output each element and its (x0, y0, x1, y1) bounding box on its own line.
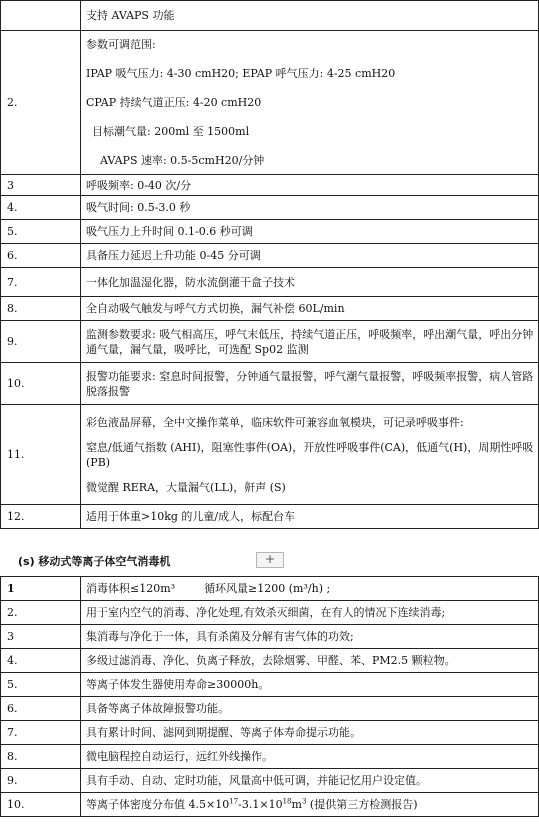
row-text: 参数可调范围: (86, 38, 156, 51)
row-number: 8. (1, 745, 81, 769)
row-number: 6. (1, 697, 81, 721)
row-number: 6. (1, 244, 81, 268)
row-text: 具备等离子体故障报警功能。 (81, 697, 539, 721)
table-row (1, 649, 539, 673)
row-text: 报警功能要求: 窒息时间报警，分钟通气量报警，呼气潮气量报警，呼吸频率报警，病人管路脱落报警 (81, 363, 539, 405)
density-text: 等离子体密度分布值 4.5×10 (86, 798, 230, 811)
exponent: 3 (301, 797, 307, 806)
exponent: 17 (229, 797, 239, 806)
row-number: 9. (1, 769, 81, 793)
table-row (1, 220, 539, 244)
volume-spec: 消毒体积≤120m³ (86, 582, 176, 595)
row-text: 具备压力延迟上升功能 0-45 分可调 (81, 244, 539, 268)
density-note: (提供第三方检测报告) (306, 798, 418, 811)
density-unit: m (291, 798, 302, 811)
table-row (1, 363, 539, 405)
row-number: 7. (1, 721, 81, 745)
table-row (1, 175, 539, 196)
section-title: (s) 移动式等离子体空气消毒机 (18, 555, 171, 568)
parameter-ranges (81, 31, 539, 175)
table-row (1, 244, 539, 268)
row-number: 7. (1, 268, 81, 297)
row-text: 微觉醒 RERA，大量漏气(LL)，鼾声 (S) (86, 480, 286, 494)
table-row (1, 577, 539, 601)
table-row (1, 196, 539, 220)
row-number: 4. (1, 649, 81, 673)
row-text: 彩色液晶屏幕，全中文操作菜单，临床软件可兼容血氧模块，可记录呼吸事件: (86, 415, 464, 429)
row-text: 呼吸频率: 0-40 次/分 (81, 175, 539, 196)
table-row (1, 721, 539, 745)
table-row (1, 31, 539, 175)
row-text: 适用于体重>10kg 的儿童/成人，标配台车 (81, 505, 539, 529)
table-row (1, 601, 539, 625)
table-row (1, 1, 539, 31)
row-text: CPAP 持续气道正压: 4-20 cmH20 (86, 96, 262, 109)
row-number: 1 (1, 577, 81, 601)
row-text: 微电脑程控自动运行，远红外线操作。 (81, 745, 539, 769)
row-text: AVAPS 速率: 0.5-5cmH20/分钟 (100, 154, 265, 167)
table-row (1, 505, 539, 529)
table-row (1, 625, 539, 649)
table-row (1, 321, 539, 363)
row-text: 用于室内空气的消毒、净化处理,有效杀灭细菌，在有人的情况下连续消毒; (81, 601, 539, 625)
row-text: 具有累计时间、滤网到期提醒、等离子体寿命提示功能。 (81, 721, 539, 745)
row-text: 多级过滤消毒、净化、负离子释放，去除烟雾、甲醛、苯、PM2.5 颗粒物。 (81, 649, 539, 673)
row-text: IPAP 吸气压力: 4-30 cmH20; EPAP 呼气压力: 4-25 cmH20 (86, 67, 396, 80)
row-number: 2. (1, 601, 81, 625)
row-text: 监测参数要求: 吸气相高压，呼气末低压，持续气道正压，呼吸频率，呼出潮气量，呼出分钟通气量，漏气量，吸呼比，可选配 Sp02 监测 (81, 321, 539, 363)
row-number: 10. (1, 793, 81, 817)
row-text: 吸气时间: 0.5-3.0 秒 (81, 196, 539, 220)
row-text: 一体化加温湿化器，防水流倒灌干盒子技术 (81, 268, 539, 297)
row-number: 9. (1, 321, 81, 363)
row-text (81, 793, 539, 817)
row-number: 3 (1, 175, 81, 196)
table-row (1, 793, 539, 817)
row-text: 窒息/低通气指数 (AHI)，阻塞性事件(OA)，开放性呼吸事件(CA)，低通气(H)，周期性呼吸 (PB) (86, 440, 534, 469)
row-text: 等离子体发生器使用寿命≥30000h。 (81, 673, 539, 697)
row-number: 12. (1, 505, 81, 529)
row-number: 5. (1, 673, 81, 697)
exponent: 18 (282, 797, 292, 806)
row-text: 集消毒与净化于一体，具有杀菌及分解有害气体的功效; (81, 625, 539, 649)
table-row (1, 297, 539, 321)
row-text: 吸气压力上升时间 0.1-0.6 秒可调 (81, 220, 539, 244)
row-number: 2. (1, 31, 81, 175)
airflow-spec: 循环风量≥1200 (m³/h) ; (204, 582, 331, 595)
row-number: 4. (1, 196, 81, 220)
row-text: 全自动吸气触发与呼气方式切换，漏气补偿 60L/min (81, 297, 539, 321)
row-number: 10. (1, 363, 81, 405)
table-row (1, 268, 539, 297)
row-number: 3 (1, 625, 81, 649)
row-text: 目标潮气量: 200ml 至 1500ml (92, 125, 250, 138)
event-recording (81, 405, 539, 505)
table-row (1, 673, 539, 697)
table-row (1, 769, 539, 793)
row-text: 具有手动、自动、定时功能，风量高中低可调，并能记忆用户设定值。 (81, 769, 539, 793)
row-text (81, 577, 539, 601)
table-row (1, 405, 539, 505)
add-row-button[interactable]: + (256, 552, 284, 568)
row-number: 11. (1, 405, 81, 505)
density-text: -3.1×10 (238, 798, 283, 811)
row-text: 支持 AVAPS 功能 (81, 1, 539, 31)
table-row (1, 697, 539, 721)
table-row (1, 745, 539, 769)
spec-table-air-sterilizer (0, 576, 539, 817)
row-number: 5. (1, 220, 81, 244)
row-number (1, 1, 81, 31)
row-number: 8. (1, 297, 81, 321)
